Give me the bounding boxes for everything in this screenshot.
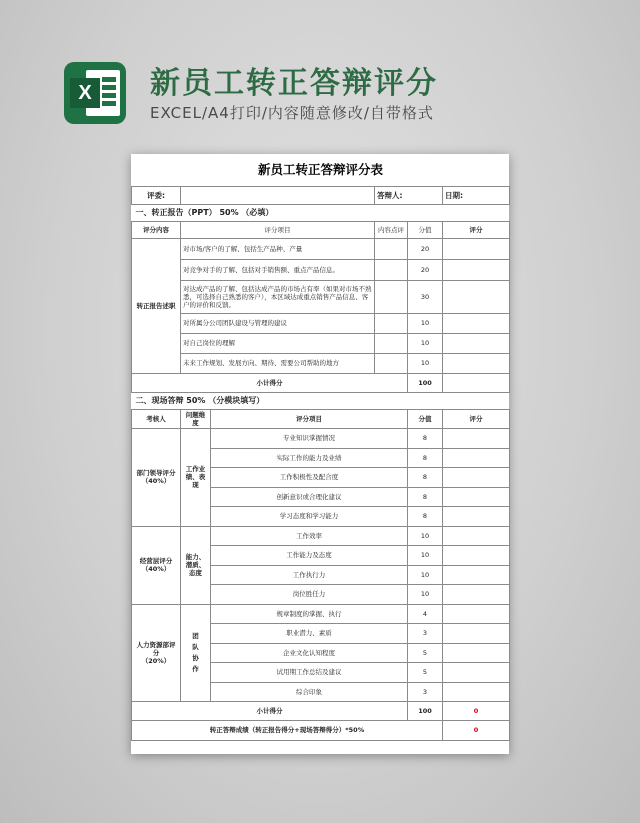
s2-subtotal-value: 100 [408,702,443,721]
s2-score: 10 [408,546,443,566]
rating-cell[interactable] [443,468,510,488]
s2-assessor-name: 经营层评分 [139,556,173,565]
s2-dimension: 工作业绩、表现 [181,429,211,527]
comment-cell[interactable] [375,314,408,334]
s2-score: 10 [408,565,443,585]
banner [64,58,624,128]
rating-cell[interactable] [443,429,510,449]
date-field[interactable] [443,187,510,205]
s2-assessor-weight: （40%） [141,565,171,573]
s2-score: 3 [408,624,443,644]
s2-item: 学习态度和学习能力 [211,507,408,527]
s1-item: 对达成产品的了解、包括达成产品的市场占有率（如果对市场不熟悉，可选择自己熟悉的客户），本区域达成重点销售产品信息、客户的评价和反馈。 [181,281,375,314]
rating-cell[interactable] [443,663,510,683]
s1-header-item: 评分项目 [181,222,375,239]
table-row [132,281,510,314]
s1-item: 对市场/客户的了解、包括生产品种、产量 [181,239,375,260]
table-row [132,314,510,334]
s2-assessor-cell [132,429,181,527]
s1-item: 对自己岗位的理解 [181,334,375,354]
s1-item: 对竞争对手的了解、包括对手销售额、重点产品信息。 [181,260,375,281]
s2-score: 8 [408,429,443,449]
s1-item: 对所属分公司团队建设与管理的建议 [181,314,375,334]
banner-subtitle: EXCEL/A4打印/内容随意修改/自带格式 [150,104,434,122]
s2-assessor-name: 人力资源部评分 [136,640,176,657]
table-row [132,334,510,354]
rating-cell[interactable] [443,260,510,281]
table-row [132,239,510,260]
form-sheet [131,154,509,754]
s1-score: 10 [408,314,443,334]
s2-item: 专业知识掌握情况 [211,429,408,449]
form-title: 新员工转正答辩评分表 [258,162,384,178]
s2-score: 8 [408,448,443,468]
banner-title: 新员工转正答辩评分 [150,66,438,101]
s1-item: 未来工作规划、发展方向、期待、需要公司帮助的地方 [181,354,375,374]
s2-score: 8 [408,468,443,488]
defender-field[interactable] [408,187,443,205]
s2-assessor-name: 部门领导评分 [136,469,176,478]
s2-score: 3 [408,682,443,702]
section2-heading: 二、现场答辩 50% （分模块填写） [132,393,510,410]
final-score-label: 转正答辩成绩（转正报告得分+现场答辩得分）*50% [132,721,443,741]
s1-header-comment: 内容点评 [375,222,408,239]
s2-item: 试用期工作总结及建议 [211,663,408,683]
s2-assessor-cell [132,604,181,702]
section1-heading: 一、转正报告（PPT） 50% （必填） [132,205,510,222]
rating-cell[interactable] [443,354,510,374]
s2-assessor-weight: （20%） [141,656,171,665]
excel-logo-icon [64,62,126,124]
evaluator-field[interactable] [181,187,375,205]
rating-cell[interactable] [443,334,510,354]
rating-cell[interactable] [443,239,510,260]
s2-score: 4 [408,604,443,624]
s2-item: 工作效率 [211,526,408,546]
rating-cell[interactable] [443,281,510,314]
s1-header-rating: 评分 [443,222,510,239]
s1-score: 10 [408,334,443,354]
s1-subtotal-rating[interactable] [443,374,510,393]
score-table [131,154,510,741]
s2-score: 5 [408,643,443,663]
excel-logo-letter: X [70,78,100,108]
s2-item: 工作能力及态度 [211,546,408,566]
s2-header-assessor: 考核人 [132,410,181,429]
s2-header-rating: 评分 [443,410,510,429]
rating-cell[interactable] [443,565,510,585]
date-label: 日期: [445,190,463,200]
s1-subtotal-label: 小计得分 [132,374,408,393]
s2-header-dimension: 问题维度 [181,410,211,429]
s2-dimension: 团队协作 [181,604,211,702]
rating-cell[interactable] [443,585,510,605]
s2-dimension: 能力、潜质、态度 [181,526,211,604]
rating-cell[interactable] [443,526,510,546]
comment-cell[interactable] [375,354,408,374]
rating-cell[interactable] [443,507,510,527]
s2-item: 企业文化认知程度 [211,643,408,663]
s1-header-score: 分值 [408,222,443,239]
table-row [132,354,510,374]
s1-subtotal-value: 100 [408,374,443,393]
s2-item: 实际工作的能力及业绩 [211,448,408,468]
s2-score: 8 [408,507,443,527]
s2-subtotal-score: 0 [443,702,510,721]
s2-item: 工作积极性及配合度 [211,468,408,488]
s2-score: 10 [408,585,443,605]
rating-cell[interactable] [443,314,510,334]
s2-item: 岗位胜任力 [211,585,408,605]
s2-subtotal-label: 小计得分 [132,702,408,721]
s2-assessor-weight: （40%） [141,477,171,486]
rating-cell[interactable] [443,682,510,702]
comment-cell[interactable] [375,260,408,281]
s2-header-item: 评分项目 [211,410,408,429]
s2-assessor-cell [132,526,181,604]
s2-score: 8 [408,487,443,507]
rating-cell[interactable] [443,604,510,624]
s2-item: 职业潜力、素质 [211,624,408,644]
s1-group-label: 转正报告述职 [132,239,181,374]
s2-score: 5 [408,663,443,683]
evaluator-label: 评委: [132,187,181,205]
s1-score: 20 [408,260,443,281]
comment-cell[interactable] [375,239,408,260]
comment-cell[interactable] [375,281,408,314]
rating-cell[interactable] [443,643,510,663]
s1-score: 30 [408,281,443,314]
table-row [132,526,510,546]
s1-score: 10 [408,354,443,374]
table-row [132,429,510,449]
s2-item: 工作执行力 [211,565,408,585]
defender-label: 答辩人: [375,187,408,205]
s2-score: 10 [408,526,443,546]
rating-cell[interactable] [443,624,510,644]
s2-item: 综合印象 [211,682,408,702]
s2-item: 创新意识或合理化建议 [211,487,408,507]
s2-item: 规章制度的掌握、执行 [211,604,408,624]
comment-cell[interactable] [375,334,408,354]
s1-score: 20 [408,239,443,260]
rating-cell[interactable] [443,448,510,468]
table-row [132,604,510,624]
final-score-value: 0 [443,721,510,741]
s2-header-score: 分值 [408,410,443,429]
rating-cell[interactable] [443,487,510,507]
table-row [132,260,510,281]
rating-cell[interactable] [443,546,510,566]
s1-header-content: 评分内容 [132,222,181,239]
